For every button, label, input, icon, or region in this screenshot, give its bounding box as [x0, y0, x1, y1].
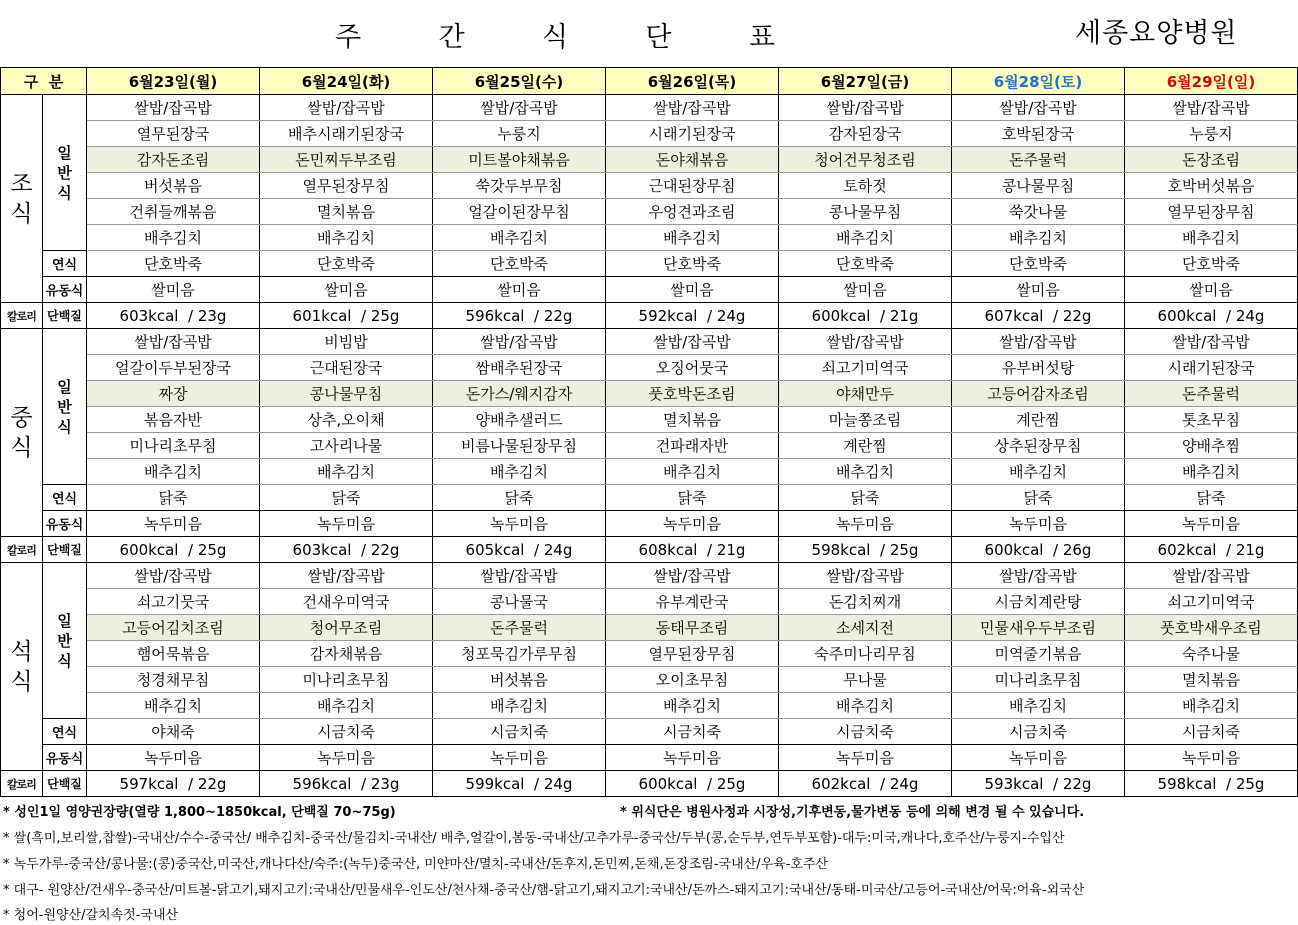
menu-item: 배추김치	[1125, 459, 1298, 485]
title-char: 식	[541, 21, 569, 53]
nutrition-value: 608kcal / 21g	[606, 537, 779, 563]
soft-diet-item: 닭죽	[260, 485, 433, 511]
menu-item: 쌀밥/잡곡밥	[1125, 329, 1298, 355]
nutrition-value: 605kcal / 24g	[433, 537, 606, 563]
menu-item: 배추김치	[606, 459, 779, 485]
origin-note: * 청어-원양산/갈치속젓-국내산	[3, 908, 179, 923]
menu-row	[1, 641, 1298, 667]
origin-note: * 대구- 원양산/건새우-중국산/미트볼-닭고기,돼지고기:국내산/민물새우-인도산/천사채-중국산/햄-닭고기,돼지고기:국내산/돈까스-돼지고기:국내산/동태-미국산/고등어-국내산/어묵:어육-외국산	[3, 883, 1085, 898]
soft-diet-item: 시금치죽	[606, 719, 779, 745]
menu-row	[1, 693, 1298, 719]
nutrition-value: 600kcal / 24g	[1125, 303, 1298, 329]
liquid-diet-item: 녹두미음	[433, 745, 606, 771]
menu-item: 돈주물럭	[1125, 381, 1298, 407]
menu-item: 얼갈이두부된장국	[87, 355, 260, 381]
menu-item: 배추김치	[952, 693, 1125, 719]
menu-item: 배추김치	[87, 459, 260, 485]
liquid-diet-item: 쌀미음	[87, 277, 260, 303]
menu-item: 오징어뭇국	[606, 355, 779, 381]
day-header-saturday: 6월28일(토)	[952, 68, 1125, 95]
menu-item: 양배추찜	[1125, 433, 1298, 459]
nutrition-value: 600kcal / 25g	[606, 771, 779, 797]
soft-diet-item: 단호박죽	[87, 251, 260, 277]
nutrition-value: 596kcal / 23g	[260, 771, 433, 797]
menu-item: 배추김치	[433, 225, 606, 251]
soft-diet-label: 연식	[43, 719, 87, 745]
nutrition-value: 602kcal / 21g	[1125, 537, 1298, 563]
menu-item: 숙주나물	[1125, 641, 1298, 667]
liquid-diet-item: 쌀미음	[779, 277, 952, 303]
menu-row	[1, 563, 1298, 589]
menu-item: 토하젓	[779, 173, 952, 199]
soft-diet-item: 시금치죽	[1125, 719, 1298, 745]
menu-row	[1, 589, 1298, 615]
menu-item: 돈주물럭	[952, 147, 1125, 173]
regular-diet-label	[43, 329, 87, 485]
liquid-diet-label: 유동식	[43, 511, 87, 537]
menu-item: 마늘쫑조림	[779, 407, 952, 433]
day-header: 6월24일(화)	[260, 68, 433, 95]
menu-item: 청어무조림	[260, 615, 433, 641]
menu-item: 쌀밥/잡곡밥	[606, 95, 779, 121]
menu-item: 돈장조림	[1125, 147, 1298, 173]
day-header: 6월27일(금)	[779, 68, 952, 95]
menu-item: 비름나물된장무침	[433, 433, 606, 459]
weekly-menu-table	[0, 67, 1298, 797]
menu-item: 미역줄기볶음	[952, 641, 1125, 667]
nutrition-value: 600kcal / 25g	[87, 537, 260, 563]
nutrition-recommendation-note: * 성인1일 영양권장량(열량 1,800~1850kcal, 단백질 70~75g)	[3, 805, 396, 820]
meal-label	[1, 95, 43, 303]
menu-item: 미나리초무침	[952, 667, 1125, 693]
nutrition-value: 600kcal / 26g	[952, 537, 1125, 563]
soft-diet-item: 시금치죽	[433, 719, 606, 745]
date-header-row	[1, 68, 1298, 95]
menu-item: 쌀밥/잡곡밥	[779, 95, 952, 121]
menu-item: 햄어묵볶음	[87, 641, 260, 667]
menu-item: 쌀밥/잡곡밥	[260, 95, 433, 121]
meal-label	[1, 563, 43, 771]
regular-diet-label-char: 반	[57, 397, 72, 416]
soft-diet-row	[1, 251, 1298, 277]
menu-item: 시금치계란탕	[952, 589, 1125, 615]
nutrition-row	[1, 303, 1298, 329]
menu-item: 배추김치	[952, 225, 1125, 251]
menu-item: 쌀밥/잡곡밥	[433, 563, 606, 589]
menu-item: 열무된장무침	[606, 641, 779, 667]
soft-diet-item: 단호박죽	[779, 251, 952, 277]
menu-item: 호박버섯볶음	[1125, 173, 1298, 199]
menu-item: 감자된장국	[779, 121, 952, 147]
menu-item: 시래기된장국	[606, 121, 779, 147]
menu-item: 멸치볶음	[1125, 667, 1298, 693]
liquid-diet-item: 녹두미음	[952, 511, 1125, 537]
menu-item: 쌀밥/잡곡밥	[87, 563, 260, 589]
menu-item: 건파래자반	[606, 433, 779, 459]
menu-item: 풋호박새우조림	[1125, 615, 1298, 641]
menu-item: 누룽지	[1125, 121, 1298, 147]
regular-diet-label-char: 반	[57, 631, 72, 650]
soft-diet-item: 닭죽	[433, 485, 606, 511]
calorie-label: 칼로리	[1, 771, 43, 797]
title-char: 간	[438, 21, 465, 53]
liquid-diet-item: 녹두미음	[87, 511, 260, 537]
liquid-diet-item: 녹두미음	[260, 745, 433, 771]
liquid-diet-item: 녹두미음	[87, 745, 260, 771]
menu-item: 청포묵김가루무침	[433, 641, 606, 667]
soft-diet-item: 단호박죽	[433, 251, 606, 277]
title-char: 단	[645, 21, 672, 53]
menu-row	[1, 615, 1298, 641]
menu-item: 쌀밥/잡곡밥	[606, 563, 779, 589]
menu-item: 쇠고기미역국	[779, 355, 952, 381]
liquid-diet-item: 녹두미음	[606, 745, 779, 771]
menu-row	[1, 667, 1298, 693]
menu-item: 배추시래기된장국	[260, 121, 433, 147]
soft-diet-item: 시금치죽	[260, 719, 433, 745]
menu-row	[1, 121, 1298, 147]
menu-item: 돈김치찌개	[779, 589, 952, 615]
day-header-sunday: 6월29일(일)	[1125, 68, 1298, 95]
liquid-diet-item: 녹두미음	[779, 511, 952, 537]
page-title	[335, 14, 775, 54]
menu-item: 청경채무침	[87, 667, 260, 693]
menu-item: 쌀밥/잡곡밥	[433, 95, 606, 121]
nutrition-value: 598kcal / 25g	[1125, 771, 1298, 797]
liquid-diet-item: 쌀미음	[260, 277, 433, 303]
menu-item: 양배추샐러드	[433, 407, 606, 433]
menu-item: 얼갈이된장무침	[433, 199, 606, 225]
day-header: 6월25일(수)	[433, 68, 606, 95]
menu-item: 배추김치	[779, 225, 952, 251]
menu-item: 계란찜	[779, 433, 952, 459]
menu-item: 톳초무침	[1125, 407, 1298, 433]
day-header: 6월23일(월)	[87, 68, 260, 95]
menu-item: 쌀밥/잡곡밥	[952, 563, 1125, 589]
menu-item: 감자채볶음	[260, 641, 433, 667]
soft-diet-item: 닭죽	[1125, 485, 1298, 511]
menu-item: 콩나물무침	[779, 199, 952, 225]
soft-diet-item: 닭죽	[952, 485, 1125, 511]
menu-item: 오이초무침	[606, 667, 779, 693]
menu-item: 동태무조림	[606, 615, 779, 641]
meal-label	[1, 329, 43, 537]
regular-diet-label-char: 식	[57, 651, 72, 670]
liquid-diet-item: 녹두미음	[952, 745, 1125, 771]
nutrition-value: 600kcal / 21g	[779, 303, 952, 329]
menu-item: 돈주물럭	[433, 615, 606, 641]
liquid-diet-item: 녹두미음	[779, 745, 952, 771]
menu-item: 감자돈조림	[87, 147, 260, 173]
nutrition-value: 599kcal / 24g	[433, 771, 606, 797]
protein-label: 단백질	[43, 303, 87, 329]
meal-label-char: 식	[10, 668, 33, 695]
menu-item: 멸치볶음	[606, 407, 779, 433]
meal-label-char: 조	[10, 170, 33, 197]
soft-diet-label: 연식	[43, 485, 87, 511]
nutrition-value: 602kcal / 24g	[779, 771, 952, 797]
menu-item: 돈민찌두부조림	[260, 147, 433, 173]
menu-item: 청어건무청조림	[779, 147, 952, 173]
meal-label-char: 중	[10, 404, 33, 431]
menu-item: 콩나물국	[433, 589, 606, 615]
soft-diet-item: 단호박죽	[606, 251, 779, 277]
menu-item: 쌀밥/잡곡밥	[606, 329, 779, 355]
liquid-diet-item: 쌀미음	[606, 277, 779, 303]
meal-label-char: 식	[10, 434, 33, 461]
regular-diet-label-char: 일	[57, 611, 72, 630]
menu-item: 미트볼야채볶음	[433, 147, 606, 173]
menu-row	[1, 199, 1298, 225]
nutrition-row	[1, 537, 1298, 563]
page-header	[0, 0, 1298, 66]
menu-item: 배추김치	[606, 225, 779, 251]
soft-diet-item: 시금치죽	[952, 719, 1125, 745]
hospital-name: 세종요양병원	[1075, 18, 1238, 49]
liquid-diet-item: 쌀미음	[433, 277, 606, 303]
menu-item: 야채만두	[779, 381, 952, 407]
liquid-diet-row	[1, 745, 1298, 771]
menu-item: 배추김치	[1125, 225, 1298, 251]
menu-item: 소세지전	[779, 615, 952, 641]
regular-diet-label-char: 일	[57, 143, 72, 162]
menu-item: 돈야채볶음	[606, 147, 779, 173]
soft-diet-item: 단호박죽	[1125, 251, 1298, 277]
menu-item: 쑥갓두부무침	[433, 173, 606, 199]
menu-item: 멸치볶음	[260, 199, 433, 225]
menu-item: 배추김치	[260, 459, 433, 485]
menu-row	[1, 381, 1298, 407]
liquid-diet-item: 녹두미음	[1125, 745, 1298, 771]
protein-label: 단백질	[43, 771, 87, 797]
menu-item: 민물새우두부조림	[952, 615, 1125, 641]
soft-diet-item: 시금치죽	[779, 719, 952, 745]
menu-item: 콩나물무침	[260, 381, 433, 407]
menu-item: 고등어감자조림	[952, 381, 1125, 407]
nutrition-value: 607kcal / 22g	[952, 303, 1125, 329]
menu-item: 배추김치	[433, 459, 606, 485]
soft-diet-label: 연식	[43, 251, 87, 277]
nutrition-value: 593kcal / 22g	[952, 771, 1125, 797]
regular-diet-label-char: 식	[57, 417, 72, 436]
menu-item: 건취들깨볶음	[87, 199, 260, 225]
calorie-label: 칼로리	[1, 537, 43, 563]
menu-item: 근대된장국	[260, 355, 433, 381]
menu-item: 배추김치	[779, 459, 952, 485]
menu-item: 버섯볶음	[87, 173, 260, 199]
regular-diet-label	[43, 563, 87, 719]
nutrition-value: 592kcal / 24g	[606, 303, 779, 329]
menu-item: 근대된장무침	[606, 173, 779, 199]
menu-item: 쌀밥/잡곡밥	[952, 95, 1125, 121]
menu-item: 쌀밥/잡곡밥	[260, 563, 433, 589]
menu-item: 쌀밥/잡곡밥	[779, 329, 952, 355]
title-char: 주	[335, 21, 362, 53]
menu-item: 열무된장국	[87, 121, 260, 147]
liquid-diet-item: 녹두미음	[606, 511, 779, 537]
menu-row	[1, 459, 1298, 485]
meal-label-char: 석	[10, 638, 33, 665]
soft-diet-item: 닭죽	[87, 485, 260, 511]
origin-note: * 녹두가루-중국산/콩나물:(콩)중국산,미국산,캐나다산/숙주:(녹두)중국산, 미얀마산/멸치-국내산/돈후지,돈민찌,돈채,돈장조림-국내산/우육-호주산	[3, 857, 829, 872]
menu-item: 쌀밥/잡곡밥	[87, 329, 260, 355]
liquid-diet-item: 녹두미음	[260, 511, 433, 537]
menu-item: 미나리초무침	[260, 667, 433, 693]
calorie-label: 칼로리	[1, 303, 43, 329]
menu-item: 배추김치	[606, 693, 779, 719]
menu-item: 상추,오이채	[260, 407, 433, 433]
menu-row	[1, 329, 1298, 355]
menu-item: 열무된장무침	[1125, 199, 1298, 225]
menu-row	[1, 433, 1298, 459]
regular-diet-label-char: 일	[57, 377, 72, 396]
protein-label: 단백질	[43, 537, 87, 563]
menu-row	[1, 225, 1298, 251]
menu-item: 누룽지	[433, 121, 606, 147]
menu-item: 버섯볶음	[433, 667, 606, 693]
menu-item: 배추김치	[779, 693, 952, 719]
menu-item: 숙주미나리무침	[779, 641, 952, 667]
soft-diet-item: 닭죽	[606, 485, 779, 511]
menu-item: 짜장	[87, 381, 260, 407]
menu-item: 유부계란국	[606, 589, 779, 615]
menu-item: 무나물	[779, 667, 952, 693]
menu-item: 쌀밥/잡곡밥	[87, 95, 260, 121]
menu-item: 돈가스/웨지감자	[433, 381, 606, 407]
origin-note: * 쌀(흑미,보리쌀,찹쌀)-국내산/수수-중국산/ 배추김치-중국산/물김치-국내산/ 배추,얼갈이,봄동-국내산/고추가루-중국산/두부(콩,순두부,연두부포함)-대두:미국,캐나다,호주산/누룽지-수입산	[3, 831, 1065, 846]
liquid-diet-item: 녹두미음	[433, 511, 606, 537]
menu-row	[1, 407, 1298, 433]
regular-diet-label-char: 반	[57, 163, 72, 182]
menu-item: 유부버섯탕	[952, 355, 1125, 381]
menu-change-note: * 위식단은 병원사정과 시장성,기후변동,물가변동 등에 의해 변경 될 수 있습니다.	[620, 805, 1085, 820]
nutrition-value: 596kcal / 22g	[433, 303, 606, 329]
menu-item: 쌈배추된장국	[433, 355, 606, 381]
menu-item: 풋호박돈조림	[606, 381, 779, 407]
category-header: 구 분	[1, 68, 87, 95]
menu-item: 배추김치	[87, 693, 260, 719]
menu-item: 배추김치	[260, 693, 433, 719]
menu-item: 호박된장국	[952, 121, 1125, 147]
nutrition-value: 603kcal / 22g	[260, 537, 433, 563]
nutrition-value: 597kcal / 22g	[87, 771, 260, 797]
menu-item: 열무된장무침	[260, 173, 433, 199]
liquid-diet-item: 쌀미음	[952, 277, 1125, 303]
nutrition-value: 598kcal / 25g	[779, 537, 952, 563]
menu-item: 쌀밥/잡곡밥	[952, 329, 1125, 355]
menu-row	[1, 147, 1298, 173]
menu-item: 쇠고기미역국	[1125, 589, 1298, 615]
menu-item: 미나리초무침	[87, 433, 260, 459]
soft-diet-item: 단호박죽	[260, 251, 433, 277]
menu-item: 건새우미역국	[260, 589, 433, 615]
menu-item: 배추김치	[433, 693, 606, 719]
liquid-diet-item: 녹두미음	[1125, 511, 1298, 537]
soft-diet-row	[1, 485, 1298, 511]
soft-diet-item: 단호박죽	[952, 251, 1125, 277]
soft-diet-row	[1, 719, 1298, 745]
menu-item: 쑥갓나물	[952, 199, 1125, 225]
menu-item: 배추김치	[952, 459, 1125, 485]
day-header: 6월26일(목)	[606, 68, 779, 95]
menu-item: 우엉견과조림	[606, 199, 779, 225]
menu-item: 볶음자반	[87, 407, 260, 433]
title-char: 표	[748, 21, 775, 53]
menu-item: 시래기된장국	[1125, 355, 1298, 381]
menu-item: 배추김치	[87, 225, 260, 251]
menu-row	[1, 95, 1298, 121]
menu-item: 배추김치	[1125, 693, 1298, 719]
liquid-diet-item: 쌀미음	[1125, 277, 1298, 303]
nutrition-row	[1, 771, 1298, 797]
nutrition-value: 601kcal / 25g	[260, 303, 433, 329]
liquid-diet-row	[1, 511, 1298, 537]
liquid-diet-label: 유동식	[43, 745, 87, 771]
menu-item: 쌀밥/잡곡밥	[779, 563, 952, 589]
regular-diet-label-char: 식	[57, 183, 72, 202]
menu-row	[1, 355, 1298, 381]
menu-item: 쌀밥/잡곡밥	[1125, 563, 1298, 589]
menu-item: 계란찜	[952, 407, 1125, 433]
menu-item: 고등어김치조림	[87, 615, 260, 641]
meal-label-char: 식	[10, 200, 33, 227]
regular-diet-label	[43, 95, 87, 251]
liquid-diet-row	[1, 277, 1298, 303]
soft-diet-item: 야채죽	[87, 719, 260, 745]
menu-item: 콩나물무침	[952, 173, 1125, 199]
menu-item: 쌀밥/잡곡밥	[1125, 95, 1298, 121]
menu-item: 비빔밥	[260, 329, 433, 355]
liquid-diet-label: 유동식	[43, 277, 87, 303]
soft-diet-item: 닭죽	[779, 485, 952, 511]
nutrition-value: 603kcal / 23g	[87, 303, 260, 329]
menu-item: 고사리나물	[260, 433, 433, 459]
menu-row	[1, 173, 1298, 199]
menu-item: 배추김치	[260, 225, 433, 251]
menu-item: 쌀밥/잡곡밥	[433, 329, 606, 355]
menu-item: 상추된장무침	[952, 433, 1125, 459]
menu-item: 쇠고기뭇국	[87, 589, 260, 615]
